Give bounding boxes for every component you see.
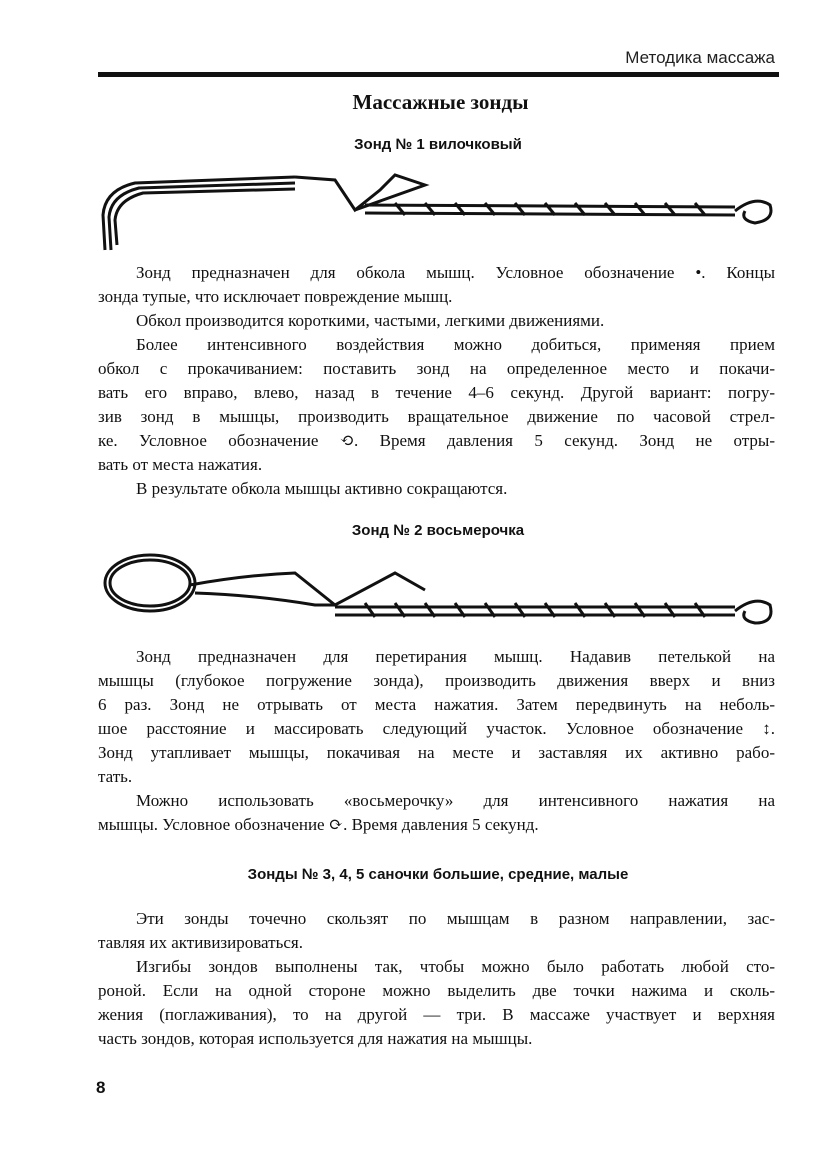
text-line: шое расстояние и массировать следующий участок. Условное обозначение ↕. [98,719,775,738]
text-line: зив зонд в мышцы, производить вращательное движение по часовой стрел- [98,407,775,426]
text-line: зонда тупые, что исключает повреждение мышц. [98,287,453,306]
text-line: Зонд утапливает мышцы, покачивая на месте и заставляя их активно рабо- [98,743,775,762]
header-rule [98,72,779,77]
text-line: обкол с прокачиванием: поставить зонд на определенное место и покачи- [98,359,775,378]
section-heading-probe-1: Зонд № 1 вилочковый [354,136,522,153]
text-line: 6 раз. Зонд не отрывать от места нажатия. Затем передвинуть на неболь- [98,695,775,714]
text-line: Изгибы зондов выполнены так, чтобы можно было работать любой сто- [136,957,775,976]
text-line: Эти зонды точечно скользят по мышцам в разном направлении, зас- [136,909,775,928]
text-line: Зонд предназначен для перетирания мышц. Надавив петелькой на [136,647,775,666]
text-line: мышцы (глубокое погружение зонда), производить движения вверх и вниз [98,671,775,690]
text-line: роной. Если на одной стороне можно выделить две точки нажима и сколь- [98,981,775,1000]
text-line: Обкол производится короткими, частыми, легкими движениями. [136,311,605,330]
text-line: вать его вправо, влево, назад в течение 4–6 секунд. Другой вариант: погру- [98,383,775,402]
section-3-text [98,907,775,1051]
probe-1-fork-illustration [95,165,785,255]
text-line: Можно использовать «восьмерочку» для интенсивного нажатия на [136,791,775,810]
text-line: Более интенсивного воздействия можно добиться, применяя прием [136,335,775,354]
text-line: ке. Условное обозначение ⟲. Время давления 5 секунд. Зонд не отры- [98,431,775,450]
text-line: мышцы. Условное обозначение ⟳. Время давления 5 секунд. [98,815,539,834]
page-number: 8 [96,1078,106,1097]
section-heading-probes-3-5: Зонды № 3, 4, 5 саночки большие, средние, малые [247,866,629,883]
text-line: часть зондов, которая используется для нажатия на мышцы. [98,1029,533,1048]
text-line: вать от места нажатия. [98,455,263,474]
section-heading-probe-2: Зонд № 2 восьмерочка [351,522,525,539]
section-2-text [98,645,775,837]
page-title: Массажные зонды [352,90,529,114]
text-line: тавляя их активизироваться. [98,933,303,952]
running-header: Методика массажа [625,48,775,67]
text-line: В результате обкола мышцы активно сокращаются. [136,479,508,498]
text-line: тать. [98,767,133,786]
probe-2-figure-eight-illustration [95,545,785,635]
text-line: жения (поглаживания), то на другой — три. В массаже участвует и верхняя [98,1005,775,1024]
text-line: Зонд предназначен для обкола мышц. Условное обозначение •. Концы [136,263,775,282]
section-1-text [98,261,775,501]
